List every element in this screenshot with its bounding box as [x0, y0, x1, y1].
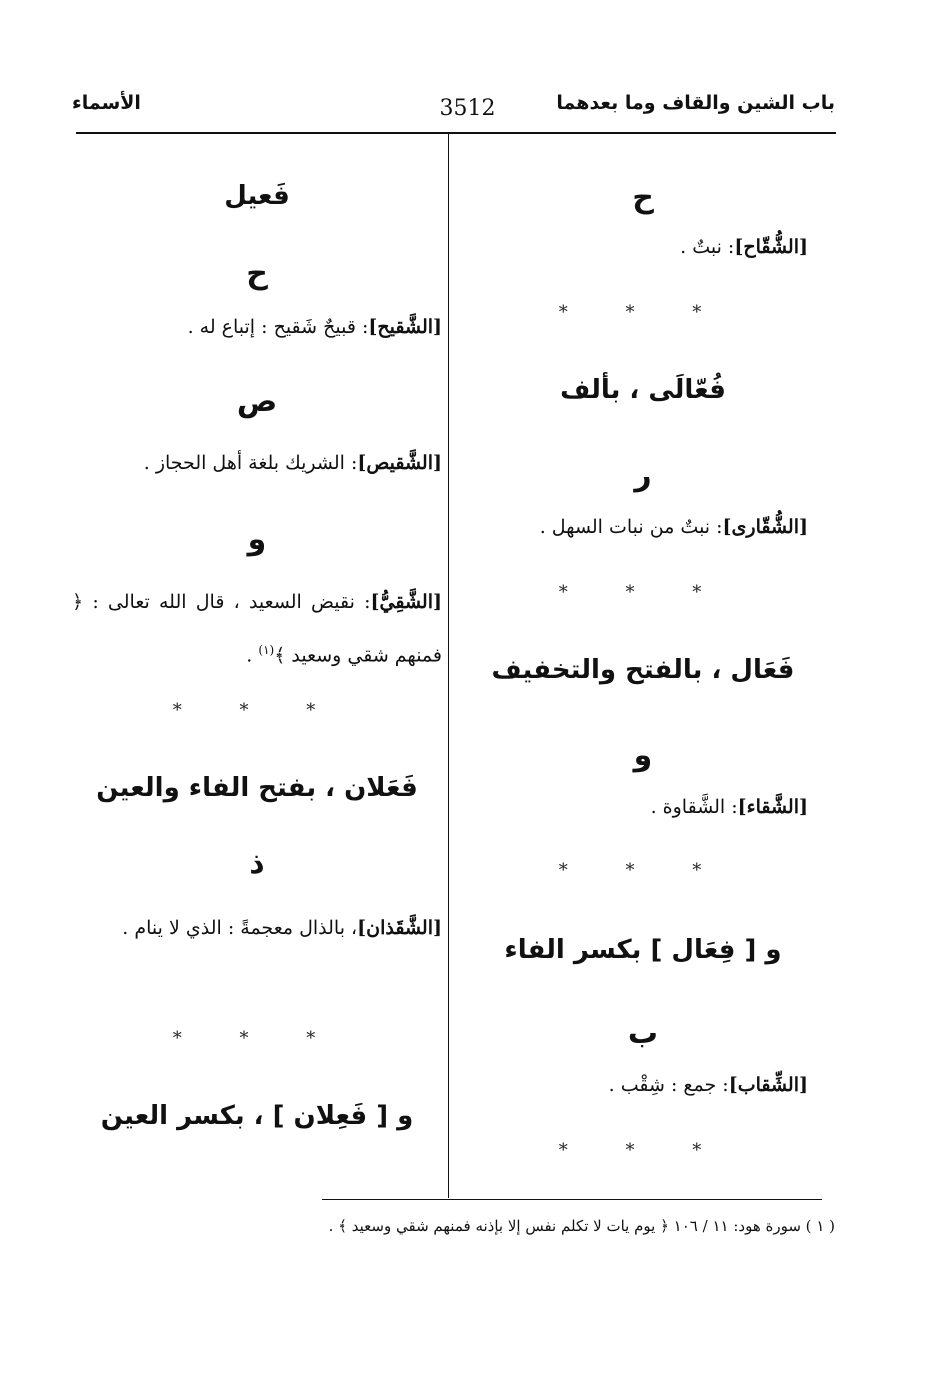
dictionary-entry — [478, 230, 808, 264]
entry-definition: : جمع : شِقْب . — [608, 1074, 729, 1096]
entry-headword: [الشِّقاب] — [728, 1074, 808, 1096]
root-letter: ح — [246, 256, 268, 291]
entry-headword: [الشَّقيص] — [357, 452, 442, 474]
entry-definition: : نبتٌ من نبات السهل . — [539, 516, 723, 538]
root-letter: و — [247, 522, 267, 557]
entry-headword: [الشَّقاء] — [737, 796, 808, 818]
header-rule — [76, 132, 836, 134]
entry-definition: : الشريك بلغة أهل الحجاز . — [143, 452, 358, 474]
pattern-heading: و [ فَعِلان ] ، بكسر العين — [100, 1101, 414, 1131]
root-letter: و — [633, 738, 653, 773]
footnote: ( ١ ) سورة هود: ١١ / ١٠٦ ﴿ يوم يات لا تكلم نفس إلا بإذنه فمنهم شقي وسعيد ﴾ . — [328, 1217, 835, 1235]
footnote-reference: (١) — [258, 643, 275, 657]
dictionary-entry — [478, 790, 808, 824]
entry-headword: [الشَّقَذان] — [357, 917, 442, 939]
pattern-heading: فَعَلان ، بفتح الفاء والعين — [96, 773, 418, 803]
entry-headword: [الشَّقيح] — [368, 316, 442, 338]
column-divider — [448, 134, 449, 1198]
entry-definition: : قبيحٌ شَقيح : إتباع له . — [187, 316, 369, 338]
running-header-chapter: باب الشين والقاف وما بعدهما — [556, 92, 835, 114]
root-letter: ر — [634, 458, 652, 493]
section-separator: * * * — [558, 302, 728, 323]
entry-definition: : نبتٌ . — [680, 236, 735, 258]
entry-headword: [الشُّقّاح] — [734, 236, 808, 258]
root-letter: ذ — [249, 846, 265, 881]
section-separator: * * * — [558, 582, 728, 603]
dictionary-entry — [72, 578, 442, 679]
entry-headword: [الشُّقّارى] — [722, 516, 808, 538]
pattern-heading: فَعيل — [224, 181, 290, 211]
dictionary-entry — [72, 310, 442, 344]
dictionary-entry — [72, 902, 442, 954]
entry-end: . — [246, 644, 259, 667]
footnote-rule — [322, 1199, 822, 1200]
running-header-section: الأسماء — [72, 92, 141, 114]
pattern-heading: فُعّالَى ، بألف — [560, 375, 726, 405]
page-number: 3512 — [439, 96, 496, 121]
dictionary-entry — [478, 1068, 808, 1102]
section-separator: * * * — [172, 700, 342, 721]
root-letter: ص — [236, 384, 278, 419]
root-letter: ب — [627, 1016, 659, 1051]
pattern-heading: فَعَال ، بالفتح والتخفيف — [491, 655, 795, 685]
dictionary-entry — [72, 446, 442, 480]
dictionary-entry — [478, 510, 808, 544]
entry-headword: [الشَّقِيُّ] — [370, 591, 442, 613]
section-separator: * * * — [558, 860, 728, 881]
section-separator: * * * — [558, 1140, 728, 1161]
entry-definition: : الشَّقاوة . — [650, 796, 738, 818]
entry-definition: : نقيض السعيد ، قال الله تعالى : ﴿ فمنهم شقي وسعيد ﴾ — [72, 591, 442, 667]
entry-definition: ، بالذال معجمةً : الذي لا ينام . — [122, 917, 358, 939]
section-separator: * * * — [172, 1028, 342, 1049]
root-letter: ح — [632, 180, 654, 215]
pattern-heading: و [ فِعَال ] بكسر الفاء — [504, 935, 782, 965]
